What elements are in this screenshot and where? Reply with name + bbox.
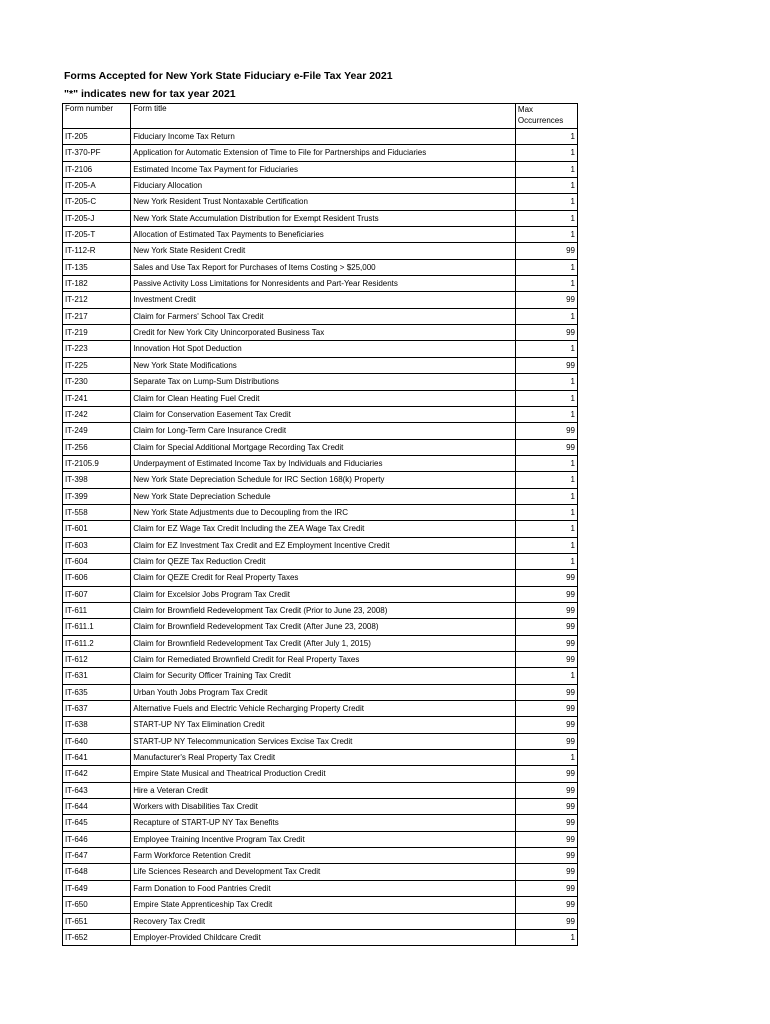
form-number-cell: IT-205-T	[63, 227, 131, 243]
form-title-cell: New York State Accumulation Distribution for Exempt Resident Trusts	[131, 210, 516, 226]
max-occurrences-cell: 99	[515, 292, 577, 308]
max-occurrences-cell: 1	[515, 553, 577, 569]
max-occurrences-cell: 1	[515, 521, 577, 537]
form-number-cell: IT-607	[63, 586, 131, 602]
max-occurrences-cell: 1	[515, 374, 577, 390]
form-number-cell: IT-558	[63, 504, 131, 520]
form-title-cell: Claim for QEZE Tax Reduction Credit	[131, 553, 516, 569]
table-row	[63, 782, 578, 798]
form-title-cell: Employer-Provided Childcare Credit	[131, 929, 516, 945]
form-title-cell: Employee Training Incentive Program Tax Credit	[131, 831, 516, 847]
forms-table-body	[63, 129, 578, 946]
table-row	[63, 341, 578, 357]
max-occurrences-cell: 1	[515, 210, 577, 226]
document-title: Forms Accepted for New York State Fiduciary e-File Tax Year 2021	[64, 70, 393, 82]
form-number-cell: IT-225	[63, 357, 131, 373]
form-number-cell: IT-230	[63, 374, 131, 390]
table-row	[63, 864, 578, 880]
form-title-cell: Recovery Tax Credit	[131, 913, 516, 929]
form-title-cell: Credit for New York City Unincorporated Business Tax	[131, 325, 516, 341]
table-row	[63, 668, 578, 684]
form-number-cell: IT-641	[63, 750, 131, 766]
form-title-cell: Investment Credit	[131, 292, 516, 308]
form-title-cell: Farm Workforce Retention Credit	[131, 848, 516, 864]
max-occurrences-cell: 1	[515, 276, 577, 292]
header-form-number: Form number	[63, 104, 131, 129]
max-occurrences-cell: 1	[515, 341, 577, 357]
table-row	[63, 406, 578, 422]
max-occurrences-cell: 1	[515, 194, 577, 210]
form-number-cell: IT-652	[63, 929, 131, 945]
form-number-cell: IT-611.2	[63, 635, 131, 651]
max-occurrences-cell: 99	[515, 733, 577, 749]
form-number-cell: IT-637	[63, 701, 131, 717]
table-row	[63, 553, 578, 569]
form-number-cell: IT-631	[63, 668, 131, 684]
table-row	[63, 586, 578, 602]
form-title-cell: New York State Depreciation Schedule	[131, 488, 516, 504]
table-row	[63, 308, 578, 324]
max-occurrences-cell: 99	[515, 848, 577, 864]
form-title-cell: New York Resident Trust Nontaxable Certification	[131, 194, 516, 210]
table-row	[63, 210, 578, 226]
form-number-cell: IT-635	[63, 684, 131, 700]
forms-table	[62, 103, 578, 946]
table-row	[63, 161, 578, 177]
table-row	[63, 602, 578, 618]
form-number-cell: IT-643	[63, 782, 131, 798]
max-occurrences-cell: 99	[515, 619, 577, 635]
form-title-cell: Claim for Long-Term Care Insurance Credit	[131, 423, 516, 439]
max-occurrences-cell: 99	[515, 325, 577, 341]
form-number-cell: IT-219	[63, 325, 131, 341]
table-row	[63, 652, 578, 668]
form-number-cell: IT-645	[63, 815, 131, 831]
max-occurrences-cell: 99	[515, 439, 577, 455]
max-occurrences-cell: 99	[515, 652, 577, 668]
table-row	[63, 439, 578, 455]
table-row	[63, 423, 578, 439]
table-row	[63, 292, 578, 308]
header-max-line2: Occurrences	[517, 116, 564, 125]
form-title-cell: Claim for Security Officer Training Tax Credit	[131, 668, 516, 684]
max-occurrences-cell: 1	[515, 390, 577, 406]
form-title-cell: Empire State Apprenticeship Tax Credit	[131, 897, 516, 913]
form-title-cell: Claim for Farmers' School Tax Credit	[131, 308, 516, 324]
header-max-line1: Max	[517, 105, 534, 114]
form-number-cell: IT-606	[63, 570, 131, 586]
form-title-cell: Claim for EZ Investment Tax Credit and EZ Employment Incentive Credit	[131, 537, 516, 553]
table-row	[63, 455, 578, 471]
form-number-cell: IT-256	[63, 439, 131, 455]
form-number-cell: IT-217	[63, 308, 131, 324]
max-occurrences-cell: 1	[515, 129, 577, 145]
form-title-cell: Innovation Hot Spot Deduction	[131, 341, 516, 357]
form-title-cell: New York State Adjustments due to Decoupling from the IRC	[131, 504, 516, 520]
max-occurrences-cell: 99	[515, 635, 577, 651]
form-title-cell: Farm Donation to Food Pantries Credit	[131, 880, 516, 896]
form-number-cell: IT-601	[63, 521, 131, 537]
header-form-title: Form title	[131, 104, 516, 129]
form-title-cell: Application for Automatic Extension of Time to File for Partnerships and Fiduciaries	[131, 145, 516, 161]
max-occurrences-cell: 1	[515, 406, 577, 422]
form-number-cell: IT-611	[63, 602, 131, 618]
form-title-cell: Claim for Clean Heating Fuel Credit	[131, 390, 516, 406]
table-row	[63, 374, 578, 390]
max-occurrences-cell: 99	[515, 570, 577, 586]
max-occurrences-cell: 99	[515, 831, 577, 847]
max-occurrences-cell: 99	[515, 799, 577, 815]
max-occurrences-cell: 1	[515, 455, 577, 471]
max-occurrences-cell: 1	[515, 161, 577, 177]
table-row	[63, 194, 578, 210]
form-title-cell: Claim for Excelsior Jobs Program Tax Credit	[131, 586, 516, 602]
table-header-row	[63, 104, 578, 129]
form-number-cell: IT-650	[63, 897, 131, 913]
max-occurrences-cell: 99	[515, 243, 577, 259]
form-number-cell: IT-648	[63, 864, 131, 880]
table-row	[63, 390, 578, 406]
table-row	[63, 897, 578, 913]
form-title-cell: Claim for Brownfield Redevelopment Tax Credit (Prior to June 23, 2008)	[131, 602, 516, 618]
max-occurrences-cell: 1	[515, 178, 577, 194]
form-title-cell: Claim for Special Additional Mortgage Recording Tax Credit	[131, 439, 516, 455]
form-title-cell: Passive Activity Loss Limitations for Nonresidents and Part-Year Residents	[131, 276, 516, 292]
form-title-cell: START-UP NY Tax Elimination Credit	[131, 717, 516, 733]
form-title-cell: Claim for Remediated Brownfield Credit for Real Property Taxes	[131, 652, 516, 668]
table-row	[63, 799, 578, 815]
table-row	[63, 259, 578, 275]
form-number-cell: IT-638	[63, 717, 131, 733]
form-title-cell: Fiduciary Allocation	[131, 178, 516, 194]
form-title-cell: Claim for QEZE Credit for Real Property Taxes	[131, 570, 516, 586]
form-number-cell: IT-370-PF	[63, 145, 131, 161]
max-occurrences-cell: 1	[515, 227, 577, 243]
form-title-cell: Claim for Conservation Easement Tax Credit	[131, 406, 516, 422]
form-number-cell: IT-205-C	[63, 194, 131, 210]
max-occurrences-cell: 99	[515, 717, 577, 733]
form-title-cell: Alternative Fuels and Electric Vehicle Recharging Property Credit	[131, 701, 516, 717]
table-row	[63, 831, 578, 847]
form-number-cell: IT-604	[63, 553, 131, 569]
table-row	[63, 243, 578, 259]
form-number-cell: IT-399	[63, 488, 131, 504]
table-row	[63, 929, 578, 945]
form-title-cell: Workers with Disabilities Tax Credit	[131, 799, 516, 815]
form-number-cell: IT-205-A	[63, 178, 131, 194]
table-row	[63, 815, 578, 831]
form-number-cell: IT-612	[63, 652, 131, 668]
table-row	[63, 227, 578, 243]
form-title-cell: Hire a Veteran Credit	[131, 782, 516, 798]
max-occurrences-cell: 1	[515, 929, 577, 945]
form-title-cell: Recapture of START-UP NY Tax Benefits	[131, 815, 516, 831]
form-number-cell: IT-640	[63, 733, 131, 749]
max-occurrences-cell: 99	[515, 423, 577, 439]
form-number-cell: IT-398	[63, 472, 131, 488]
form-title-cell: Separate Tax on Lump-Sum Distributions	[131, 374, 516, 390]
form-title-cell: Sales and Use Tax Report for Purchases of Items Costing > $25,000	[131, 259, 516, 275]
form-number-cell: IT-603	[63, 537, 131, 553]
max-occurrences-cell: 99	[515, 684, 577, 700]
form-number-cell: IT-135	[63, 259, 131, 275]
form-title-cell: Claim for Brownfield Redevelopment Tax Credit (After July 1, 2015)	[131, 635, 516, 651]
table-row	[63, 537, 578, 553]
table-row	[63, 880, 578, 896]
form-title-cell: Underpayment of Estimated Income Tax by Individuals and Fiduciaries	[131, 455, 516, 471]
form-number-cell: IT-212	[63, 292, 131, 308]
form-title-cell: New York State Modifications	[131, 357, 516, 373]
max-occurrences-cell: 99	[515, 913, 577, 929]
form-title-cell: Allocation of Estimated Tax Payments to Beneficiaries	[131, 227, 516, 243]
form-number-cell: IT-647	[63, 848, 131, 864]
form-title-cell: Fiduciary Income Tax Return	[131, 129, 516, 145]
table-row	[63, 325, 578, 341]
table-row	[63, 472, 578, 488]
table-row	[63, 357, 578, 373]
table-row	[63, 145, 578, 161]
max-occurrences-cell: 99	[515, 357, 577, 373]
max-occurrences-cell: 99	[515, 782, 577, 798]
form-number-cell: IT-112-R	[63, 243, 131, 259]
form-number-cell: IT-242	[63, 406, 131, 422]
table-row	[63, 129, 578, 145]
max-occurrences-cell: 1	[515, 668, 577, 684]
form-title-cell: Urban Youth Jobs Program Tax Credit	[131, 684, 516, 700]
form-number-cell: IT-611.1	[63, 619, 131, 635]
form-number-cell: IT-182	[63, 276, 131, 292]
form-number-cell: IT-223	[63, 341, 131, 357]
table-row	[63, 488, 578, 504]
document-subtitle: "*" indicates new for tax year 2021	[64, 88, 236, 100]
max-occurrences-cell: 1	[515, 308, 577, 324]
form-number-cell: IT-249	[63, 423, 131, 439]
form-title-cell: New York State Depreciation Schedule for IRC Section 168(k) Property	[131, 472, 516, 488]
form-number-cell: IT-651	[63, 913, 131, 929]
max-occurrences-cell: 99	[515, 701, 577, 717]
form-title-cell: START-UP NY Telecommunication Services Excise Tax Credit	[131, 733, 516, 749]
table-row	[63, 913, 578, 929]
max-occurrences-cell: 1	[515, 259, 577, 275]
table-row	[63, 276, 578, 292]
max-occurrences-cell: 1	[515, 504, 577, 520]
form-title-cell: Life Sciences Research and Development Tax Credit	[131, 864, 516, 880]
form-title-cell: Claim for EZ Wage Tax Credit Including the ZEA Wage Tax Credit	[131, 521, 516, 537]
form-number-cell: IT-205-J	[63, 210, 131, 226]
form-number-cell: IT-241	[63, 390, 131, 406]
form-number-cell: IT-205	[63, 129, 131, 145]
form-number-cell: IT-646	[63, 831, 131, 847]
table-row	[63, 750, 578, 766]
max-occurrences-cell: 99	[515, 864, 577, 880]
form-number-cell: IT-2105.9	[63, 455, 131, 471]
max-occurrences-cell: 1	[515, 537, 577, 553]
table-row	[63, 766, 578, 782]
max-occurrences-cell: 99	[515, 880, 577, 896]
form-title-cell: Claim for Brownfield Redevelopment Tax Credit (After June 23, 2008)	[131, 619, 516, 635]
form-title-cell: Empire State Musical and Theatrical Production Credit	[131, 766, 516, 782]
form-number-cell: IT-644	[63, 799, 131, 815]
form-number-cell: IT-642	[63, 766, 131, 782]
max-occurrences-cell: 1	[515, 472, 577, 488]
table-row	[63, 848, 578, 864]
form-number-cell: IT-649	[63, 880, 131, 896]
table-row	[63, 178, 578, 194]
max-occurrences-cell: 1	[515, 145, 577, 161]
table-row	[63, 701, 578, 717]
max-occurrences-cell: 99	[515, 815, 577, 831]
table-row	[63, 717, 578, 733]
form-title-cell: Estimated Income Tax Payment for Fiduciaries	[131, 161, 516, 177]
header-max-occurrences	[515, 104, 577, 129]
form-title-cell: Manufacturer's Real Property Tax Credit	[131, 750, 516, 766]
max-occurrences-cell: 99	[515, 766, 577, 782]
max-occurrences-cell: 99	[515, 602, 577, 618]
max-occurrences-cell: 99	[515, 897, 577, 913]
max-occurrences-cell: 99	[515, 586, 577, 602]
max-occurrences-cell: 1	[515, 488, 577, 504]
max-occurrences-cell: 1	[515, 750, 577, 766]
table-row	[63, 570, 578, 586]
table-row	[63, 733, 578, 749]
form-number-cell: IT-2106	[63, 161, 131, 177]
table-row	[63, 635, 578, 651]
table-row	[63, 504, 578, 520]
table-row	[63, 619, 578, 635]
table-row	[63, 521, 578, 537]
form-title-cell: New York State Resident Credit	[131, 243, 516, 259]
table-row	[63, 684, 578, 700]
